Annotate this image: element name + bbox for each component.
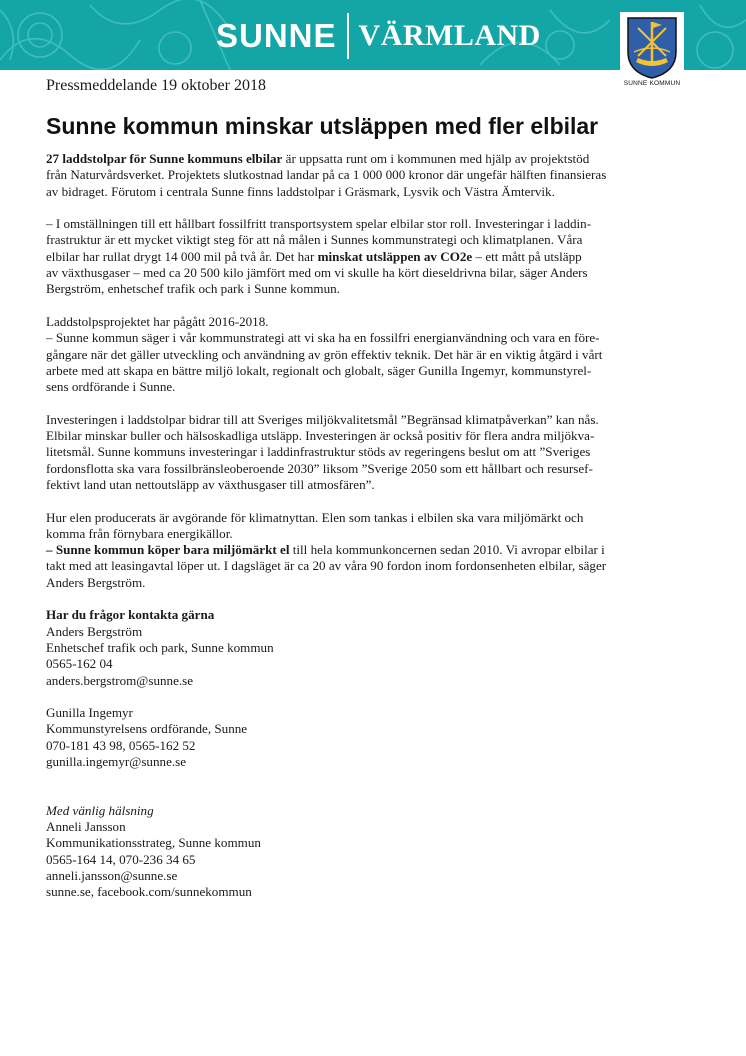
bold-emission: minskat utsläppen av CO2e bbox=[317, 248, 473, 264]
text-line: frastruktur är ett mycket viktigt steg för att nå målen i Sunnes kommunstrategi och klimatplanen. Våra bbox=[46, 232, 583, 248]
paragraph-quote-bergstrom bbox=[46, 216, 696, 297]
brand-logo bbox=[216, 12, 541, 60]
text-line: Laddstolpsprojektet har pågått 2016-2018. bbox=[46, 313, 269, 329]
text-line bbox=[46, 803, 696, 819]
text-line: Bergström, enhetschef trafik och park i Sunne kommun. bbox=[46, 281, 340, 297]
text-line bbox=[46, 542, 696, 558]
bold-lead: 27 laddstolpar för Sunne kommuns elbilar bbox=[46, 151, 283, 166]
signoff-block bbox=[46, 803, 696, 901]
contact-phone: 0565-162 04 bbox=[46, 656, 113, 672]
coat-of-arms-icon bbox=[624, 14, 680, 80]
brand-varmland: VÄRMLAND bbox=[358, 19, 541, 52]
contact-email[interactable]: gunilla.ingemyr@sunne.se bbox=[46, 753, 187, 769]
contact-role: Kommunstyrelsens ordförande, Sunne bbox=[46, 721, 248, 737]
text-line: arbete med att skapa en bättre miljö lokalt, regionalt och globalt, säger Gunilla Ingemyr, kommunstyrel- bbox=[46, 362, 592, 378]
contact-name: Gunilla Ingemyr bbox=[46, 705, 133, 721]
contact-name: Anders Bergström bbox=[46, 623, 143, 639]
crest-label: SUNNE KOMMUN bbox=[623, 80, 681, 87]
page-title: Sunne kommun minskar utsläppen med fler elbilar bbox=[46, 113, 599, 139]
signoff-web[interactable]: sunne.se, facebook.com/sunnekommun bbox=[46, 884, 252, 900]
text-run: – ett mått på utsläpp bbox=[472, 248, 582, 264]
text-line bbox=[46, 607, 696, 623]
signoff-name: Anneli Jansson bbox=[46, 819, 126, 835]
text-line: av växthusgaser – med ca 20 500 kilo jämfört med om vi skulle ha kört dieseldrivna bilar, säger Anders bbox=[46, 265, 588, 281]
contact-block-1 bbox=[46, 607, 696, 688]
text-line: Hur elen producerats är avgörande för klimatnyttan. Elen som tankas i elbilen ska vara miljömärkt och bbox=[46, 509, 584, 525]
text-line: Elbilar minskar buller och hälsoskadliga utsläpp. Investeringen är också positiv för flera andra miljökva- bbox=[46, 428, 595, 444]
text-line: komma från förnybara energikällor. bbox=[46, 525, 233, 541]
text-line: från Naturvårdsverket. Projektets slutkostnad landar på ca 1 000 000 kronor där ungefär hälften finansieras bbox=[46, 167, 607, 183]
paragraph-quote-ingemyr bbox=[46, 314, 696, 395]
signoff-greeting: Med vänlig hälsning bbox=[46, 802, 154, 818]
text-line: sens ordförande i Sunne. bbox=[46, 379, 176, 395]
article-body bbox=[46, 151, 696, 917]
brand-sunne: SUNNE bbox=[216, 17, 337, 54]
signoff-phone: 0565-164 14, 070-236 34 65 bbox=[46, 851, 196, 867]
signoff-email[interactable]: anneli.jansson@sunne.se bbox=[46, 868, 178, 884]
signoff-role: Kommunikationsstrateg, Sunne kommun bbox=[46, 835, 261, 851]
contact-email[interactable]: anders.bergstrom@sunne.se bbox=[46, 672, 194, 688]
contact-heading: Har du frågor kontakta gärna bbox=[46, 607, 215, 623]
text-line: Anders Bergström. bbox=[46, 574, 146, 590]
press-release-date: Pressmeddelande 19 oktober 2018 bbox=[46, 77, 266, 94]
contact-role: Enhetschef trafik och park, Sunne kommun bbox=[46, 639, 274, 655]
paragraph-electricity bbox=[46, 510, 696, 591]
bold-green-electricity: – Sunne kommun köper bara miljömärkt el bbox=[46, 542, 290, 558]
municipal-crest bbox=[620, 12, 684, 92]
text-line bbox=[46, 249, 696, 265]
text-run: är uppsatta runt om i kommunen med hjälp av projektstöd bbox=[282, 151, 590, 166]
text-line: Investeringen i laddstolpar bidrar till att Sveriges miljökvalitetsmål ”Begränsad klimatpåverkan” kan nås. bbox=[46, 411, 599, 427]
paragraph-intro bbox=[46, 151, 696, 200]
text-line: fektivt land utan nettoutsläpp av växthusgaser till atmosfären”. bbox=[46, 476, 375, 492]
text-line: litetsmål. Sunne kommuns investeringar i laddinfrastruktur stöds av regeringens beslut om att ”Sveriges bbox=[46, 444, 591, 460]
paragraph-environment-goals bbox=[46, 412, 696, 493]
text-line bbox=[46, 151, 696, 167]
text-run: elbilar har rullat drygt 14 000 mil på två år. Det har bbox=[46, 248, 318, 264]
text-line: – I omställningen till ett hållbart fossilfritt transportsystem spelar elbilar stor roll. Investeringar i laddin- bbox=[46, 216, 592, 232]
brand-divider bbox=[347, 13, 349, 59]
text-line: av bidraget. Förutom i centrala Sunne finns laddstolpar i Gräsmark, Lysvik och Västra Ämtervik. bbox=[46, 183, 555, 199]
text-line: gångare när det gäller utveckling och användning av grön effektiv teknik. Det här är en viktig åtgärd i vårt bbox=[46, 346, 603, 362]
contact-block-2 bbox=[46, 705, 696, 770]
text-line: fordonsflotta ska vara fossilbränsleoberoende 2030” liksom ”Sverige 2050 som ett hållbart och resursef- bbox=[46, 460, 593, 476]
contact-phone: 070-181 43 98, 0565-162 52 bbox=[46, 737, 196, 753]
text-line: takt med att leasingavtal löper ut. I dagsläget är ca 20 av våra 90 fordon inom fordonsenheten elbilar, säger bbox=[46, 558, 607, 574]
text-run: till hela kommunkoncernen sedan 2010. Vi avropar elbilar i bbox=[289, 542, 605, 558]
text-line: – Sunne kommun säger i vår kommunstrategi att vi ska ha en fossilfri energianvändning och vara en före- bbox=[46, 330, 600, 346]
